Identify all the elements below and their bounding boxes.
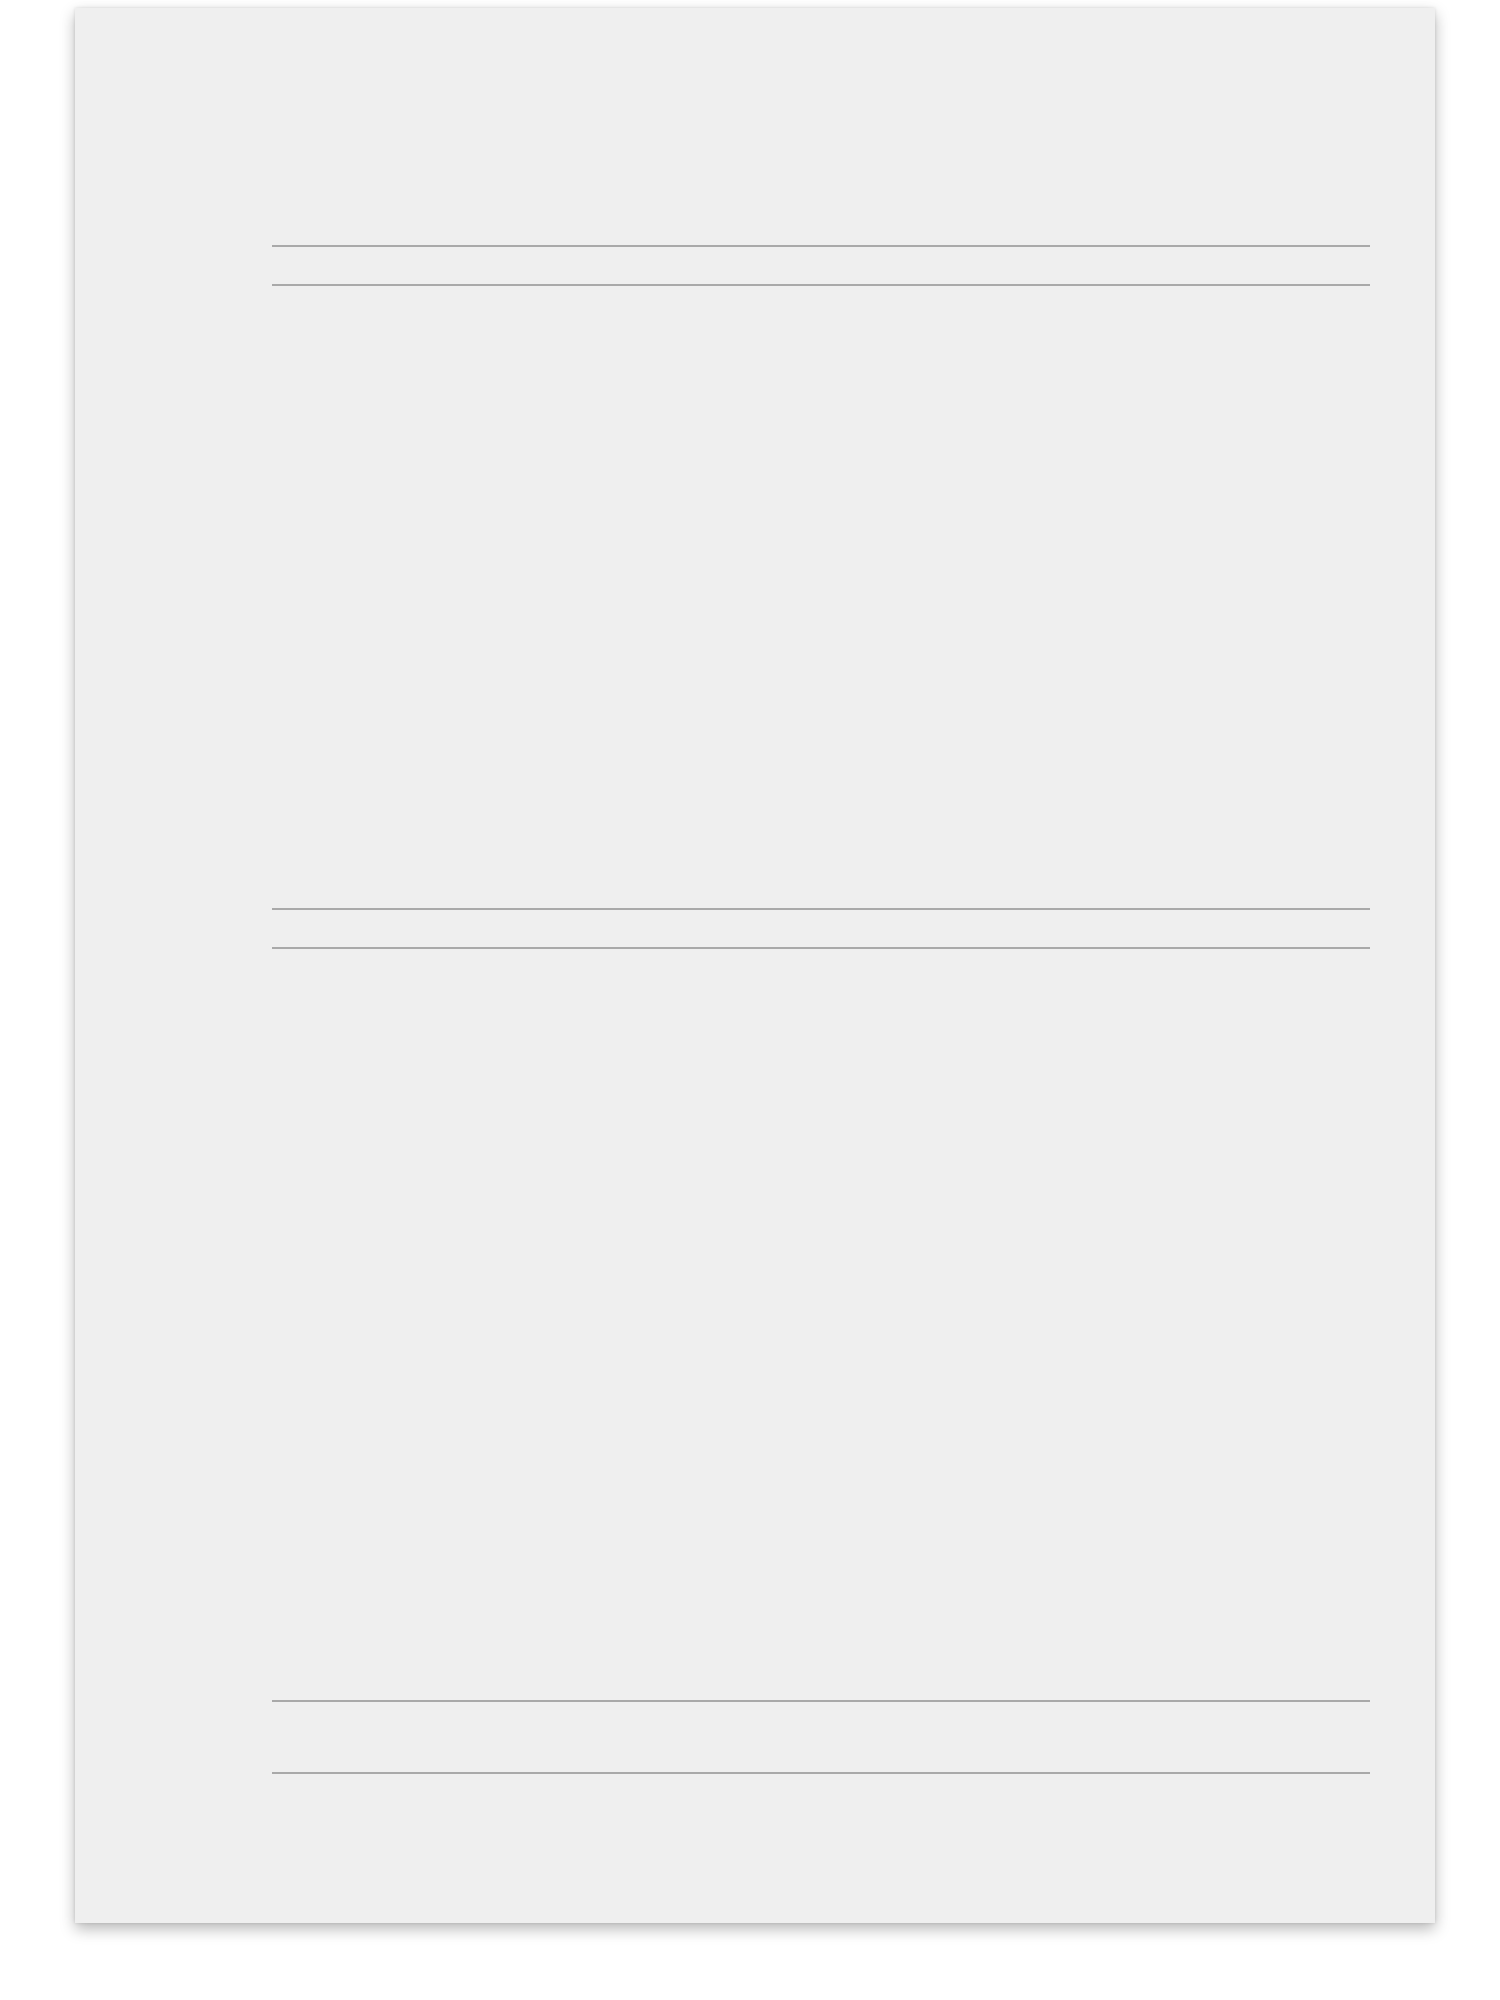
table-body [272,247,1370,286]
table-header [272,155,1370,247]
size-recommendation [272,1578,1370,1774]
top-size-table [272,155,1370,286]
table-header [272,818,1370,910]
pants-size-table [272,818,1370,949]
recommendation-criteria-row [272,1578,1370,1702]
recommendation-size-row [272,1702,1370,1774]
table-body [272,910,1370,949]
